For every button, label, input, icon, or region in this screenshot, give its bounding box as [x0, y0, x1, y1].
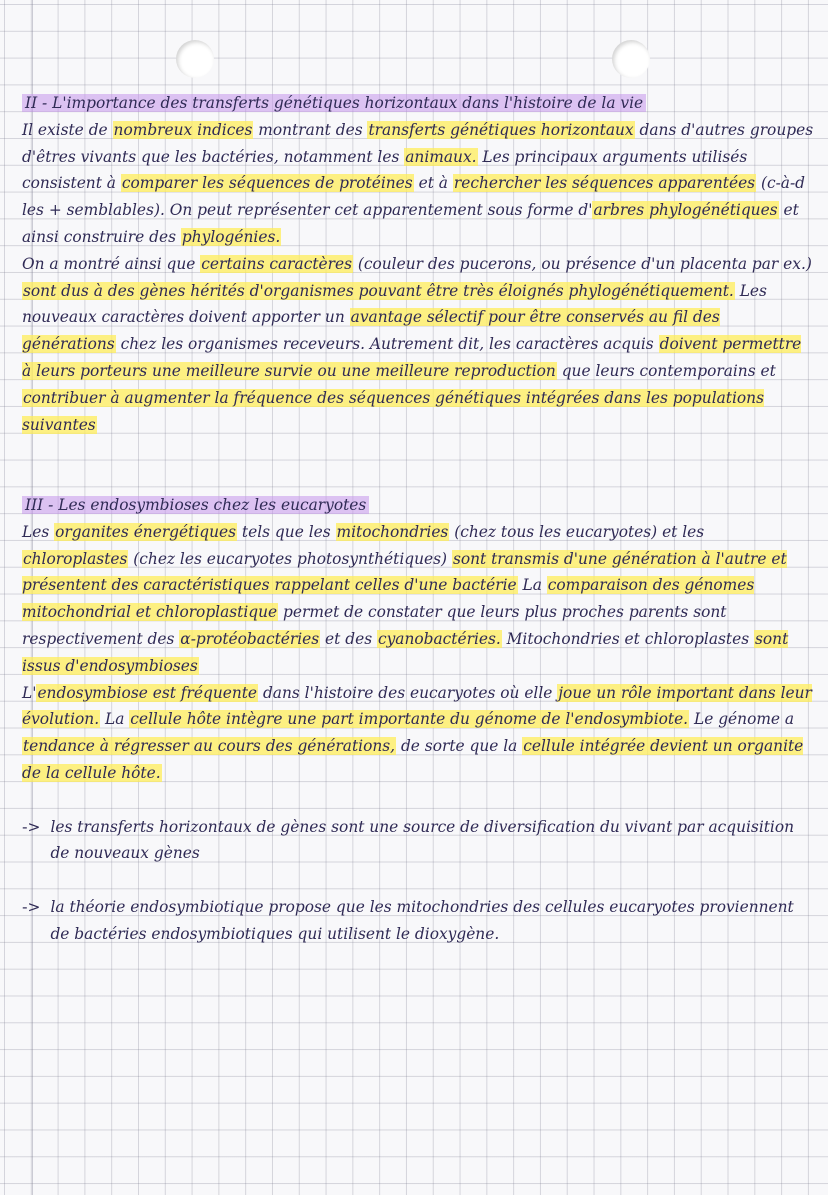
spacer — [22, 465, 814, 492]
conclusion-text: la théorie endosymbiotique propose que les mitochondries des cellules eucaryotes proviennent de bactéries endosymbiotiques qui utilisent le dioxygène. — [50, 897, 794, 943]
arrow-icon: -> — [22, 817, 41, 836]
conclusion-item — [22, 814, 814, 868]
section-2-title: II - L'importance des transferts génétiques horizontaux dans l'histoire de la vie — [22, 90, 814, 117]
spacer — [22, 867, 814, 894]
punch-hole-right — [612, 40, 650, 78]
conclusion-text: les transferts horizontaux de gènes sont une source de diversification du vivant par acquisition de nouveaux gènes — [50, 817, 795, 863]
conclusion-item — [22, 894, 814, 948]
punch-hole-left — [176, 40, 214, 78]
spacer — [22, 787, 814, 814]
spacer — [22, 438, 814, 465]
section-3-paragraph-2: L'endosymbiose est fréquente dans l'histoire des eucaryotes où elle joue un rôle important dans leur évolution. La cellule hôte intègre une part importante du génome de l'endosymbiote. Le génome a tendance à régresser au cours des générations, de sorte que la cellule intégrée devient un organite de la cellule hôte. — [22, 683, 812, 782]
section-2-paragraph-1: Il existe de nombreux indices montrant des transferts génétiques horizontaux dans d'autres groupes d'êtres vivants que les bactéries, notamment les animaux. Les principaux arguments utilisés consistent à comparer les séquences de protéines et à rechercher les séquences apparentées (c-à-d les + semblables). On peut représenter cet apparentement sous forme d'arbres phylogénétiques et ainsi construire des phylogénies. — [22, 120, 814, 246]
section-3-title: III - Les endosymbioses chez les eucaryotes — [22, 492, 814, 519]
arrow-icon: -> — [22, 897, 41, 916]
section-3-paragraph-1: Les organites énergétiques tels que les mitochondries (chez tous les eucaryotes) et les chloroplastes (chez les eucaryotes photosynthétiques) sont transmis d'une génération à l'autre et présentent des caractéristiques rappelant celles d'une bactérie La comparaison des génomes mitochondrial et chloroplastique permet de constater que leurs plus proches parents sont respectivement des α-protéobactéries et des cyanobactéries. Mitochondries et chloroplastes sont issus d'endosymbioses — [22, 522, 789, 675]
handwritten-notes — [22, 90, 814, 948]
section-2-paragraph-2: On a montré ainsi que certains caractères (couleur des pucerons, ou présence d'un placenta par ex.) sont dus à des gènes hérités d'organismes pouvant être très éloignés phylogénétiquement. Les nouveaux caractères doivent apporter un avantage sélectif pour être conservés au fil des générations chez les organismes receveurs. Autrement dit, les caractères acquis doivent permettre à leurs porteurs une meilleure survie ou une meilleure reproduction que leurs contemporains et contribuer à augmenter la fréquence des séquences génétiques intégrées dans les populations suivantes — [22, 254, 812, 434]
